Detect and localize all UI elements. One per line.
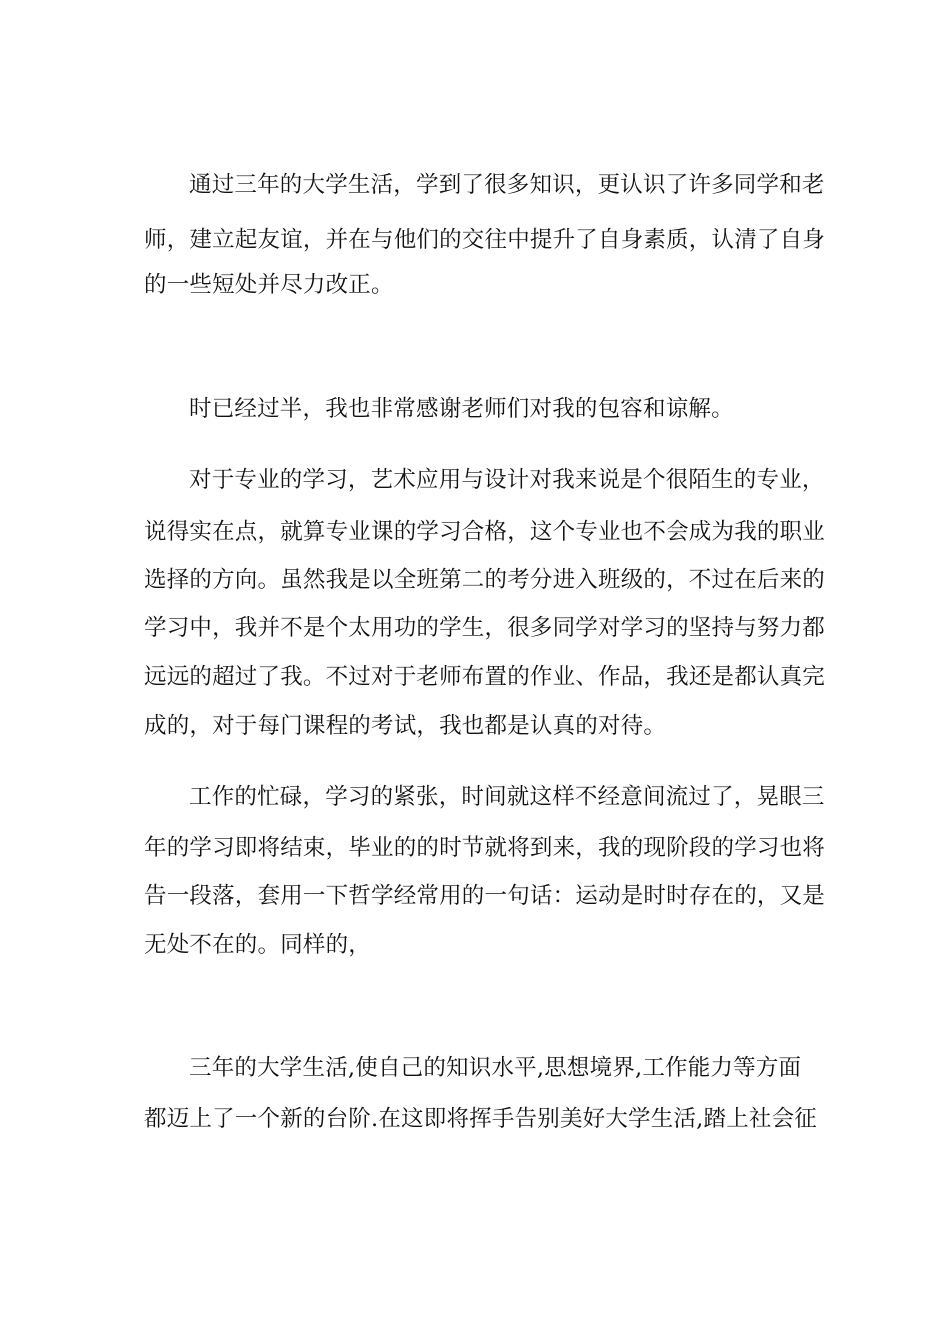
paragraph-5-line-1: 三年的大学生活,使自己的知识水平,思想境界,工作能力等方面 [189, 1055, 802, 1081]
paragraph-5-line-2: 都迈上了一个新的台阶.在这即将挥手告别美好大学生活,踏上社会征 [144, 1106, 818, 1132]
paragraph-1-line-2: 师，建立起友谊，并在与他们的交往中提升了自身素质，认清了自身 [144, 227, 826, 253]
paragraph-3-line-5: 远远的超过了我。不过对于老师布置的作业、作品，我还是都认真完 [144, 664, 826, 690]
paragraph-3-line-6: 成的，对于每门课程的考试，我也都是认真的对待。 [144, 713, 667, 739]
paragraph-4-line-1: 工作的忙碌，学习的紧张，时间就这样不经意间流过了，晃眼三 [189, 784, 825, 810]
paragraph-4-line-4: 无处不在的。同样的， [144, 932, 372, 958]
paragraph-3-line-4: 学习中，我并不是个太用功的学生，很多同学对学习的坚持与努力都 [144, 615, 826, 641]
paragraph-3-line-2: 说得实在点，就算专业课的学习合格，这个专业也不会成为我的职业 [144, 519, 826, 545]
paragraph-3-line-3: 选择的方向。虽然我是以全班第二的考分进入班级的，不过在后来的 [144, 567, 826, 593]
paragraph-1-line-3: 的一些短处并尽力改正。 [144, 272, 394, 298]
paragraph-4-line-2: 年的学习即将结束，毕业的的时节就将到来，我的现阶段的学习也将 [144, 835, 826, 861]
paragraph-4-line-3: 告一段落，套用一下哲学经常用的一句话：运动是时时存在的，又是 [144, 883, 826, 909]
paragraph-3-line-1: 对于专业的学习，艺术应用与设计对我来说是个很陌生的专业， [189, 467, 825, 493]
paragraph-2-line-1: 时已经过半，我也非常感谢老师们对我的包容和谅解。 [189, 396, 734, 422]
paragraph-1-line-1: 通过三年的大学生活，学到了很多知识，更认识了许多同学和老 [189, 172, 825, 198]
